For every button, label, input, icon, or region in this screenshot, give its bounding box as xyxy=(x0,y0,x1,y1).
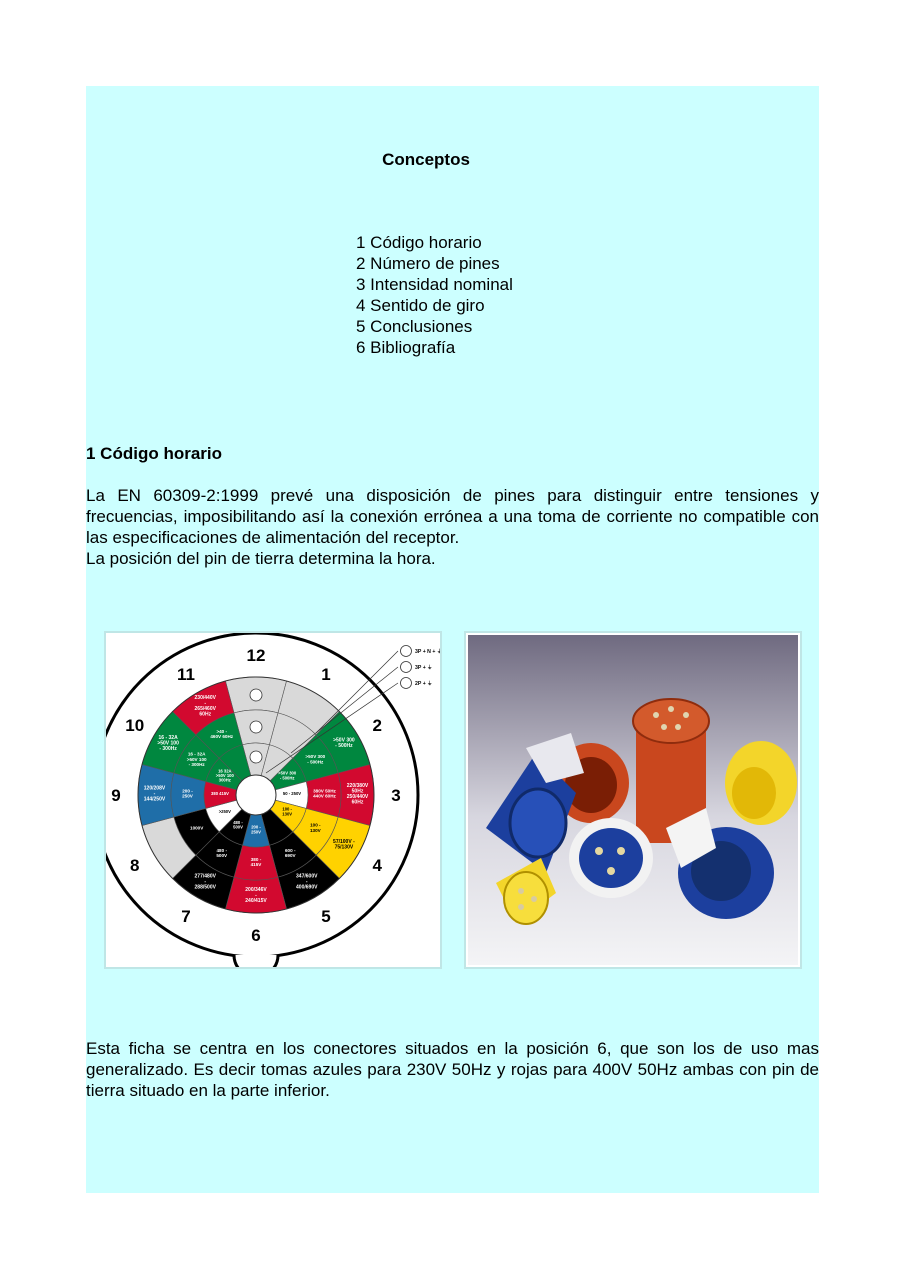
clock-segment-label: 16 32A >50V 100 300Hz xyxy=(215,768,234,783)
legend-plug-icon xyxy=(401,646,412,657)
clock-hour-label: 8 xyxy=(130,856,140,875)
clock-segment-label: 200/346V -240/415V xyxy=(245,887,267,904)
clock-hour-label: 11 xyxy=(177,664,195,684)
connectors-photo-figure xyxy=(464,631,802,969)
clock-segment-label: 120/208V -144/250V xyxy=(143,785,166,803)
toc-item: 2 Número de pines xyxy=(356,254,500,273)
clock-hour-label: 12 xyxy=(246,646,266,665)
yellow-plug-pin xyxy=(518,904,524,910)
paragraph-intro-last-line: La posición del pin de tierra determina la hora. xyxy=(86,549,436,568)
clock-segment-label: 200 -250V xyxy=(251,824,261,835)
table-of-contents xyxy=(356,232,513,358)
clock-segment-label: 380V 50Hz 440V 60Hz xyxy=(313,788,336,799)
clock-segment-label: 277/480V -288/500V xyxy=(194,873,216,891)
clock-segment-label: 220/380V 50Hz 250/440V 60Hz xyxy=(346,782,369,806)
blue-plug-pin xyxy=(607,867,615,875)
clock-segment-label: 600 -690V xyxy=(284,847,296,858)
clock-segment-label: 380 415V xyxy=(211,791,229,796)
clock-segment-label: 1000V xyxy=(190,825,204,831)
clock-segment-label: 200 -250V xyxy=(182,788,193,799)
clock-hour-label: 6 xyxy=(251,926,261,945)
clock-segment-label: 480 -500V xyxy=(233,819,243,830)
clock-bottom-notch xyxy=(234,955,278,967)
toc-item: 3 Intensidad nominal xyxy=(356,275,513,294)
clock-diagram xyxy=(106,633,440,967)
clock-segment-label: 380 -415V xyxy=(250,856,262,868)
red-plug-pin xyxy=(668,706,674,712)
legend-plug-icon xyxy=(401,678,412,689)
clock-hour-label: 1 xyxy=(321,664,331,684)
red-plug-face xyxy=(633,699,709,743)
toc-item: 1 Código horario xyxy=(356,233,482,252)
clock-segment-label: >50V 300 - 500Hz xyxy=(278,770,297,781)
blue-plug-face xyxy=(579,828,643,888)
legend-label: 3P + N + ⏚ xyxy=(415,649,440,655)
clock-segment-label: 100 -130V xyxy=(282,806,293,817)
clock-segment-label: 480 -500V xyxy=(216,847,228,858)
clock-diagram-figure xyxy=(104,631,442,969)
clock-segment-label: 100 -130V xyxy=(309,822,321,833)
clock-segment-label: 347/600V -400/690V xyxy=(296,873,318,891)
yellow-plug-pin xyxy=(518,888,524,894)
pin-symbol-icon xyxy=(250,689,262,701)
blue-plug-pin xyxy=(617,847,625,855)
toc-item: 5 Conclusiones xyxy=(356,317,473,336)
red-plug-pin xyxy=(661,724,667,730)
clock-segment xyxy=(138,764,174,825)
clock-segment-label: >50V 300 - 500Hz xyxy=(305,754,326,765)
yellow-socket-face xyxy=(732,767,776,819)
clock-segment-label: 16 - 32A >50V 100 - 300Hz xyxy=(157,734,179,752)
pin-symbol-icon xyxy=(250,721,262,733)
page-title: Conceptos xyxy=(382,150,470,169)
yellow-plug-face xyxy=(504,872,548,924)
toc-item: 6 Bibliografía xyxy=(356,338,456,357)
paragraph-conclusion: Esta ficha se centra en los conectores situados en la posición 6, que son los de uso mas generalizado. Es decir tomas azules para 230V 50Hz y rojas para 400V 50Hz ambas con pin de tierra situado en la parte inferior. xyxy=(86,1039,819,1100)
connectors-photo xyxy=(466,633,800,967)
legend-label: 2P + ⏚ xyxy=(415,681,433,687)
clock-segment-label: >40 -460V 60Hz xyxy=(210,729,234,740)
clock-hour-label: 9 xyxy=(111,786,121,805)
clock-hour-label: 10 xyxy=(125,716,145,735)
legend-label: 3P + ⏚ xyxy=(415,665,433,671)
legend-plug-icon xyxy=(401,662,412,673)
clock-segment-label: 16 - 32A >50V 100 - 300Hz xyxy=(186,751,207,767)
blue-wall-socket-face xyxy=(510,789,566,857)
red-plug-pin xyxy=(683,712,689,718)
paragraph-intro xyxy=(86,485,819,569)
clock-hour-label: 5 xyxy=(321,907,331,927)
yellow-plug-pin xyxy=(531,896,537,902)
section-heading: 1 Código horario xyxy=(86,444,222,463)
toc-item: 4 Sentido de giro xyxy=(356,296,485,315)
page xyxy=(86,86,819,1193)
clock-hour-label: 3 xyxy=(391,786,401,805)
clock-hour-label: 2 xyxy=(372,716,382,735)
pin-symbol-icon xyxy=(250,751,262,763)
clock-segment-label: >250V xyxy=(218,809,231,814)
clock-center xyxy=(236,775,276,815)
clock-segment-label: 230/440V -265/460V 60Hz xyxy=(194,694,216,718)
blue-plug-pin xyxy=(595,847,603,855)
clock-segment-label: 50 - 250V xyxy=(282,791,302,796)
paragraph-intro-text: La EN 60309-2:1999 prevé una disposición de pines para distinguir entre tensiones y frecuencias, imposibilitando así la conexión errónea a una toma de corriente no compatible con las especificaciones de alimentación del receptor. xyxy=(86,486,819,547)
clock-segment-label: >50V 300 - 500Hz xyxy=(333,737,355,749)
red-plug-pin xyxy=(675,724,681,730)
red-plug-pin xyxy=(653,712,659,718)
clock-hour-label: 7 xyxy=(181,907,191,927)
clock-hour-label: 4 xyxy=(372,856,382,875)
clock-segment-label: 57/100V -75/130V xyxy=(333,839,355,851)
